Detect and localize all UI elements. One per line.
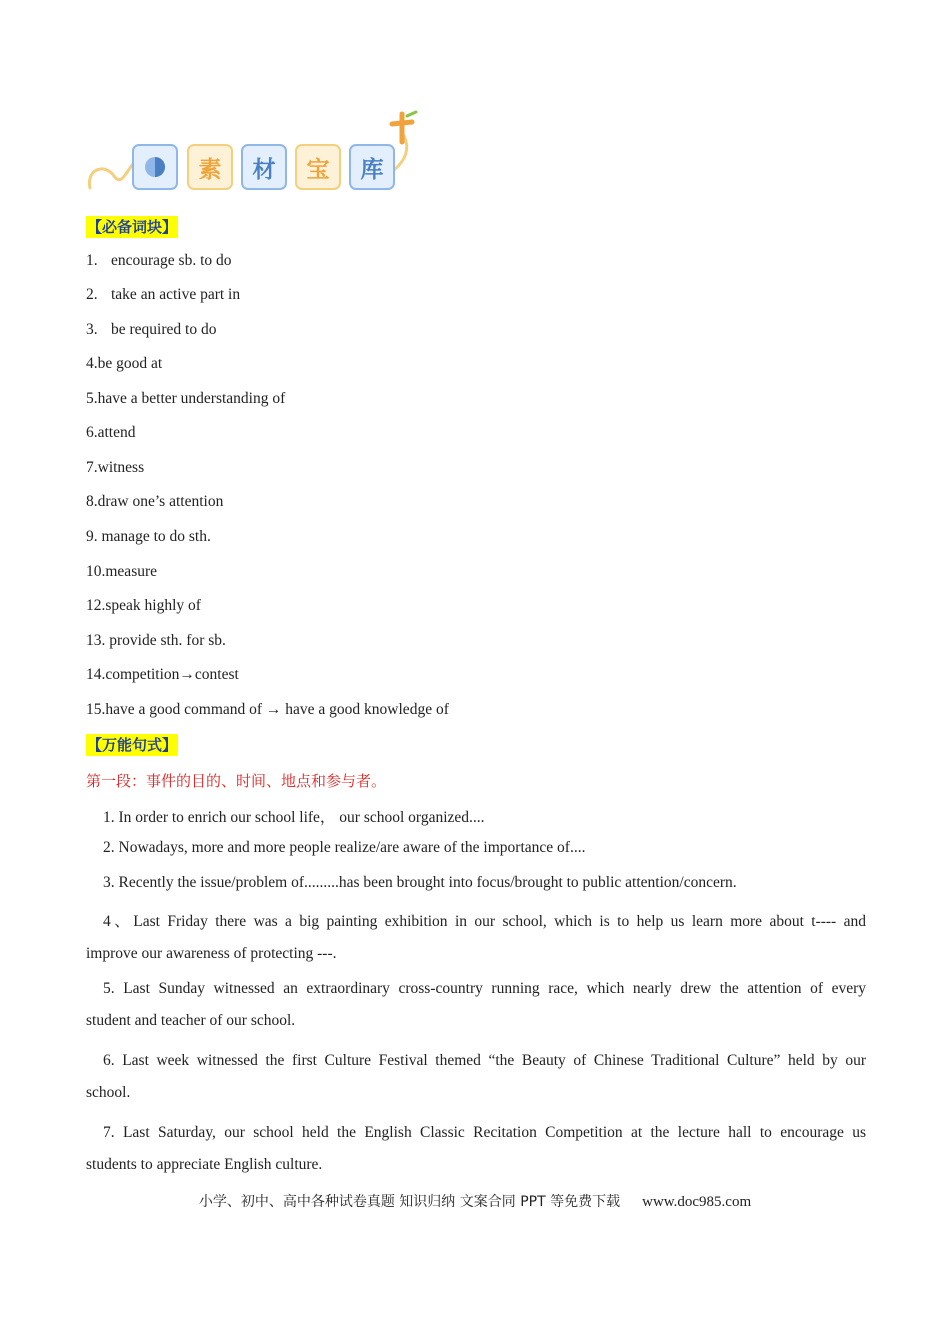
vocab-item: 10.measure (86, 563, 158, 580)
vocab-item: 4.be good at (86, 355, 163, 372)
logo-tile-3: 宝 (295, 144, 341, 190)
logo-circle-tile (132, 144, 178, 190)
header-logo (84, 110, 424, 196)
section-tag-sentence-patterns: 【万能句式】 (87, 736, 178, 754)
footer-text: 小学、初中、高中各种试卷真题 知识归纳 文案合同 PPT 等免费下载 (198, 1194, 621, 1210)
half-circle-icon (144, 156, 166, 178)
section-tag-vocabulary: 【必备词块】 (87, 218, 178, 236)
vocab-item: 2. take an active part in (86, 286, 241, 303)
vocab-item: 13. provide sth. for sb. (86, 632, 226, 649)
vocab-item: 5.have a better understanding of (86, 390, 286, 407)
sentence-item: 7. Last Saturday, our school held the English Classic Recitation Competition at the lecture hall to encourage us students to appreciate English culture. (86, 1124, 866, 1173)
sentence-item: 3. Recently the issue/problem of.........has been brought into focus/brought to public attention/concern. (103, 874, 737, 891)
sentence-item: 1. In order to enrich our school life， our school organized.... (103, 809, 485, 826)
vocab-item: 7.witness (86, 459, 145, 476)
vocab-item: 9. manage to do sth. (86, 528, 211, 545)
sentence-item: 5. Last Sunday witnessed an extraordinary cross-country running race, which nearly drew the attention of every student and teacher of our school. (86, 980, 866, 1029)
vocab-item: 14.competition→contest (86, 666, 239, 683)
vocab-item: 15.have a good command of → have a good knowledge of (86, 701, 449, 718)
vocab-item: 1. encourage sb. to do (86, 252, 232, 269)
vocab-item: 8.draw one’s attention (86, 493, 224, 510)
vocab-item: 6.attend (86, 424, 136, 441)
sentence-item: 4、Last Friday there was a big painting exhibition in our school, which is to help us learn more about t---- and improve our awareness of protecting ---. (86, 913, 866, 962)
sentence-item: 6. Last week witnessed the first Culture Festival themed “the Beauty of Chinese Traditional Culture” held by our school. (86, 1052, 866, 1101)
paragraph-heading: 第一段：事件的目的、时间、地点和参与者。 (86, 772, 387, 790)
logo-tile-2: 材 (241, 144, 287, 190)
footer-url[interactable]: www.doc985.com (642, 1194, 752, 1210)
logo-tile-1: 素 (187, 144, 233, 190)
logo-tile-4: 库 (349, 144, 395, 190)
sentence-item: 2. Nowadays, more and more people realize/are aware of the importance of.... (103, 839, 586, 856)
page-footer (0, 1191, 950, 1211)
vocab-item: 12.speak highly of (86, 597, 201, 614)
vocab-item: 3. be required to do (86, 321, 217, 338)
